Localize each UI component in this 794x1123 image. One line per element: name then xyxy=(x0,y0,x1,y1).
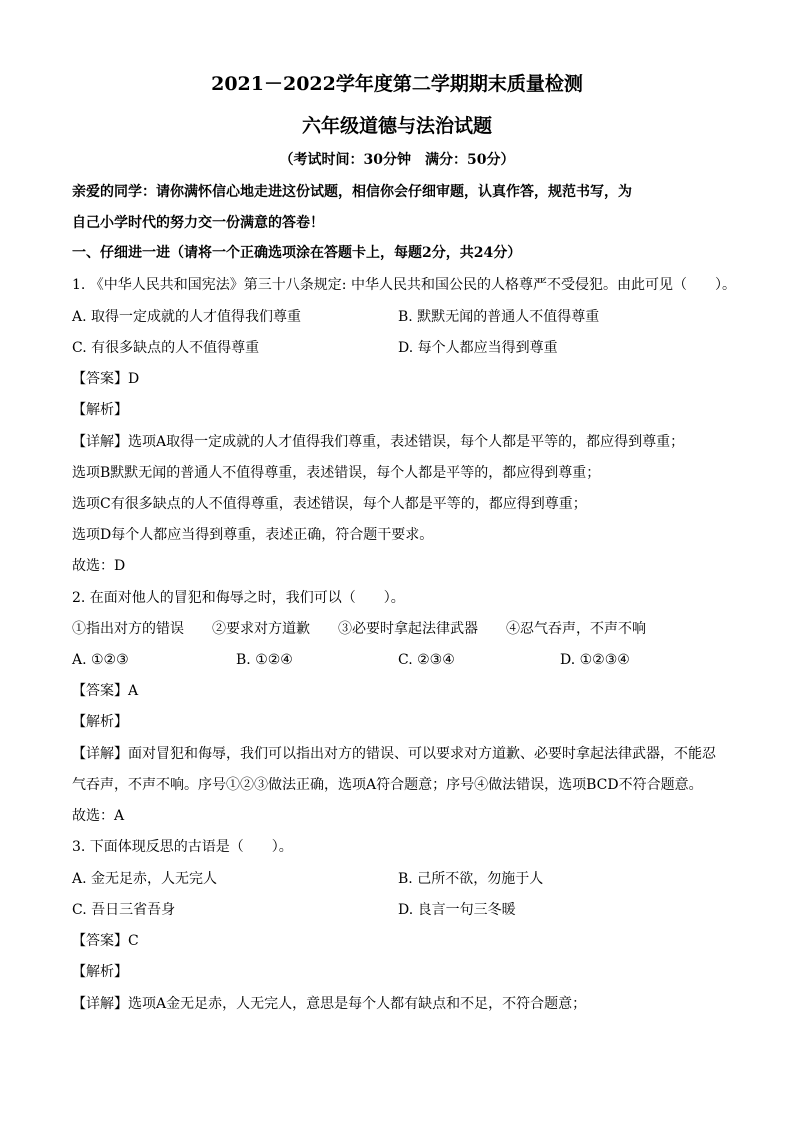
question-2-answer: 【答案】A xyxy=(72,683,139,699)
question-1-stem: 1. 《中华人民共和国宪法》第三十八条规定: 中华人民共和国公民的人格尊严不受侵犯。由此可见（ ）。 xyxy=(72,277,736,293)
question-1-detail-line: 选项C有很多缺点的人不值得尊重，表述错误，每个人都是平等的，都应得到尊重； xyxy=(72,496,587,512)
question-3-option-c: C. 吾日三省吾身 xyxy=(72,902,176,918)
question-3-option-b: B. 己所不欲，勿施于人 xyxy=(398,871,544,887)
intro-line-2: 自己小学时代的努力交一份满意的答卷！ xyxy=(72,215,324,231)
question-3-stem: 3. 下面体现反思的古语是（ ）。 xyxy=(72,839,293,855)
question-2-option-a: A. ①②③ xyxy=(72,652,129,668)
question-2-choice: 故选：A xyxy=(72,808,125,824)
question-1-detail-line: 选项B默默无闻的普通人不值得尊重，表述错误，每个人都是平等的，都应得到尊重； xyxy=(72,465,601,481)
question-2-items: ①指出对方的错误 ②要求对方道歉 ③必要时拿起法律武器 ④忍气吞声，不声不响 xyxy=(72,621,646,637)
question-3-answer: 【答案】C xyxy=(72,933,139,949)
question-1-answer: 【答案】D xyxy=(72,371,140,387)
question-1-analysis-label: 【解析】 xyxy=(72,402,128,418)
question-2-detail-line: 气吞声，不声不响。序号①②③做法正确，选项A符合题意；序号④做法错误，选项BCD不符合题意。 xyxy=(72,777,703,793)
question-1-option-a: A. 取得一定成就的人才值得我们尊重 xyxy=(72,309,302,325)
question-1-detail-line: 【详解】选项A取得一定成就的人才值得我们尊重，表述错误，每个人都是平等的，都应得到尊重； xyxy=(72,434,685,450)
question-2-analysis-label: 【解析】 xyxy=(72,714,128,730)
question-3-option-a: A. 金无足赤，人无完人 xyxy=(72,871,218,887)
question-3-option-d: D. 良言一句三冬暖 xyxy=(398,902,516,918)
question-1-option-c: C. 有很多缺点的人不值得尊重 xyxy=(72,340,260,356)
question-1-detail-line: 选项D每个人都应当得到尊重，表述正确，符合题干要求。 xyxy=(72,527,434,543)
question-3-analysis-label: 【解析】 xyxy=(72,964,128,980)
question-2-detail-line: 【详解】面对冒犯和侮辱，我们可以指出对方的错误、可以要求对方道歉、必要时拿起法律武器，不能忍 xyxy=(72,746,716,762)
question-1-choice: 故选：D xyxy=(72,558,126,574)
question-2-stem: 2. 在面对他人的冒犯和侮辱之时，我们可以（ ）。 xyxy=(72,590,405,606)
question-1-option-d: D. 每个人都应当得到尊重 xyxy=(398,340,558,356)
question-2-option-d: D. ①②③④ xyxy=(560,652,630,668)
exam-subtitle: 六年级道德与法治试题 xyxy=(301,115,492,137)
question-2-option-b: B. ①②④ xyxy=(236,652,293,668)
section-heading: 一、仔细进一进（请将一个正确选项涂在答题卡上，每题2分，共24分） xyxy=(72,245,522,261)
question-2-option-c: C. ②③④ xyxy=(398,652,455,668)
intro-line-1: 亲爱的同学：请你满怀信心地走进这份试题，相信你会仔细审题，认真作答，规范书写，为 xyxy=(72,184,632,200)
question-1-option-b: B. 默默无闻的普通人不值得尊重 xyxy=(398,309,600,325)
exam-info: （考试时间：30分钟 满分：50分） xyxy=(279,152,515,168)
exam-title: 2021－2022学年度第二学期期末质量检测 xyxy=(211,73,583,95)
question-3-detail-line: 【详解】选项A金无足赤，人无完人，意思是每个人都有缺点和不足，不符合题意； xyxy=(72,996,587,1012)
